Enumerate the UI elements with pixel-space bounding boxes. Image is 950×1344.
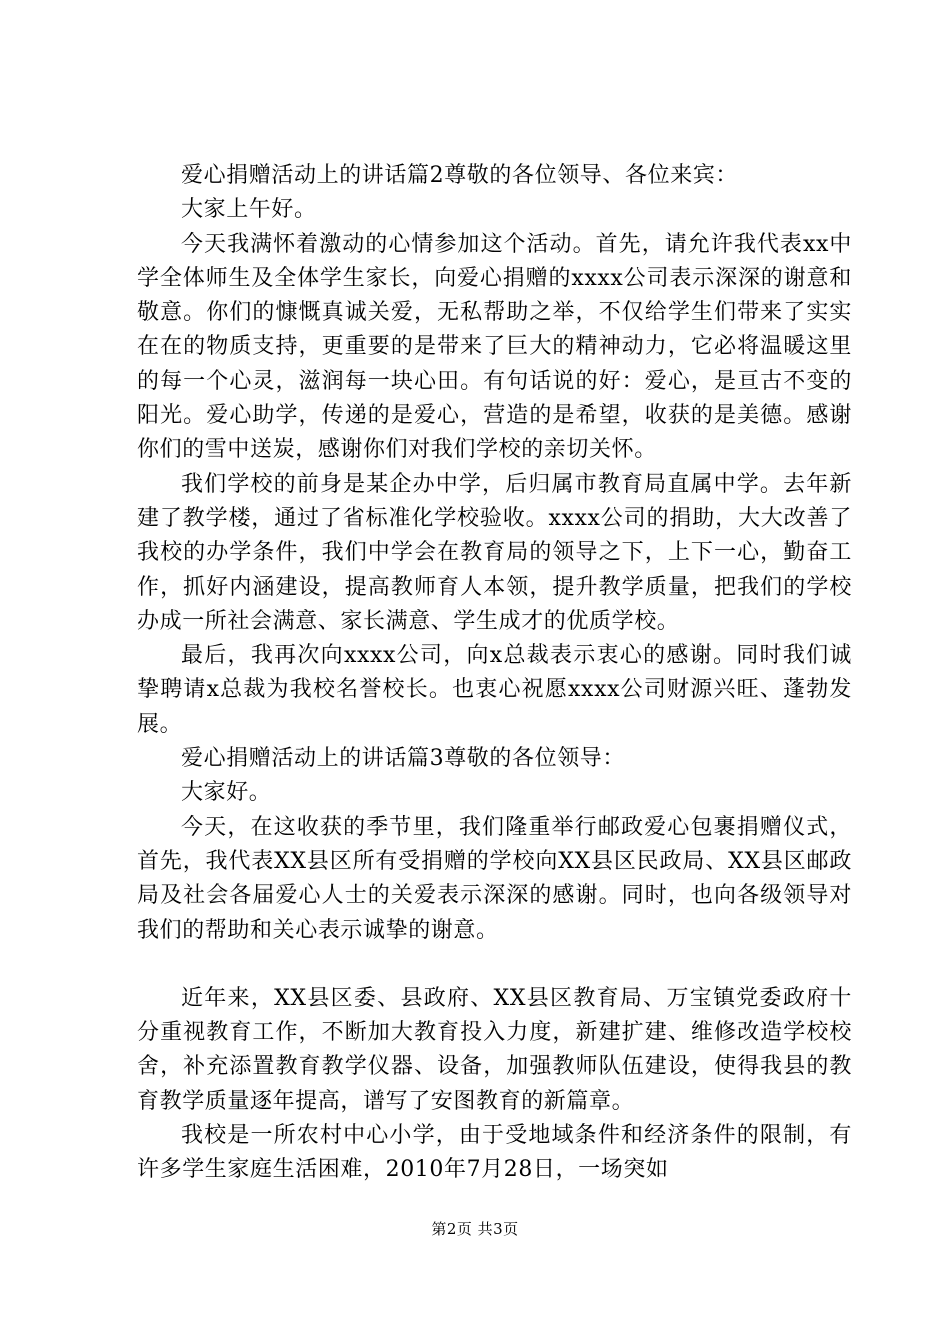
paragraph: 我们学校的前身是某企办中学，后归属市教育局直属中学。去年新建了教学楼，通过了省标准化学校验收。xxxx公司的捐助，大大改善了我校的办学条件，我们中学会在教育局的领导之下，上下一心，勤奋工作，抓好内涵建设，提高教师育人本领，提升教学质量，把我们的学校办成一所社会满意、家长满意、学生成才的优质学校。 [137,471,852,634]
paragraph: 今天我满怀着激动的心情参加这个活动。首先，请允许我代表xx中学全体师生及全体学生家长，向爱心捐赠的xxxx公司表示深深的谢意和敬意。你们的慷慨真诚关爱，无私帮助之举，不仅给学生们带来了实实在在的物质支持，更重要的是带来了巨大的精神动力，它必将温暖这里的每一个心灵，滋润每一块心田。有句话说的好：爱心，是亘古不变的阳光。爱心助学，传递的是爱心，营造的是希望，收获的是美德。感谢你们的雪中送炭，感谢你们对我们学校的亲切关怀。 [137,231,852,463]
paragraph: 我校是一所农村中心小学，由于受地域条件和经济条件的限制，有许多学生家庭生活困难，2010年7月28日，一场突如 [137,1123,852,1183]
paragraph: 今天，在这收获的季节里，我们隆重举行邮政爱心包裹捐赠仪式，首先，我代表XX县区所有受捐赠的学校向XX县区民政局、XX县区邮政局及社会各届爱心人士的关爱表示深深的感谢。同时，也向各级领导对我们的帮助和关心表示诚挚的谢意。 [137,814,852,943]
paragraph: 近年来，XX县区委、县政府、XX县区教育局、万宝镇党委政府十分重视教育工作，不断加大教育投入力度，新建扩建、维修改造学校校舍，补充添置教育教学仪器、设备，加强教师队伍建设，使得我县的教育教学质量逐年提高，谱写了安图教育的新篇章。 [137,985,852,1114]
paragraph: 大家好。 [181,780,272,806]
paragraph: 爱心捐赠活动上的讲话篇2尊敬的各位领导、各位来宾： [181,163,738,188]
paragraph: 大家上午好。 [181,197,317,223]
page-number-footer: 第2页 共3页 [431,1220,519,1238]
paragraph: 最后，我再次向xxxx公司，向x总裁表示衷心的感谢。同时我们诚挚聘请x总裁为我校名誉校长。也衷心祝愿xxxx公司财源兴旺、蓬勃发展。 [137,643,852,737]
document-body [137,159,852,1188]
paragraph: 爱心捐赠活动上的讲话篇3尊敬的各位领导： [181,746,625,772]
paragraph-spacer [137,948,852,982]
